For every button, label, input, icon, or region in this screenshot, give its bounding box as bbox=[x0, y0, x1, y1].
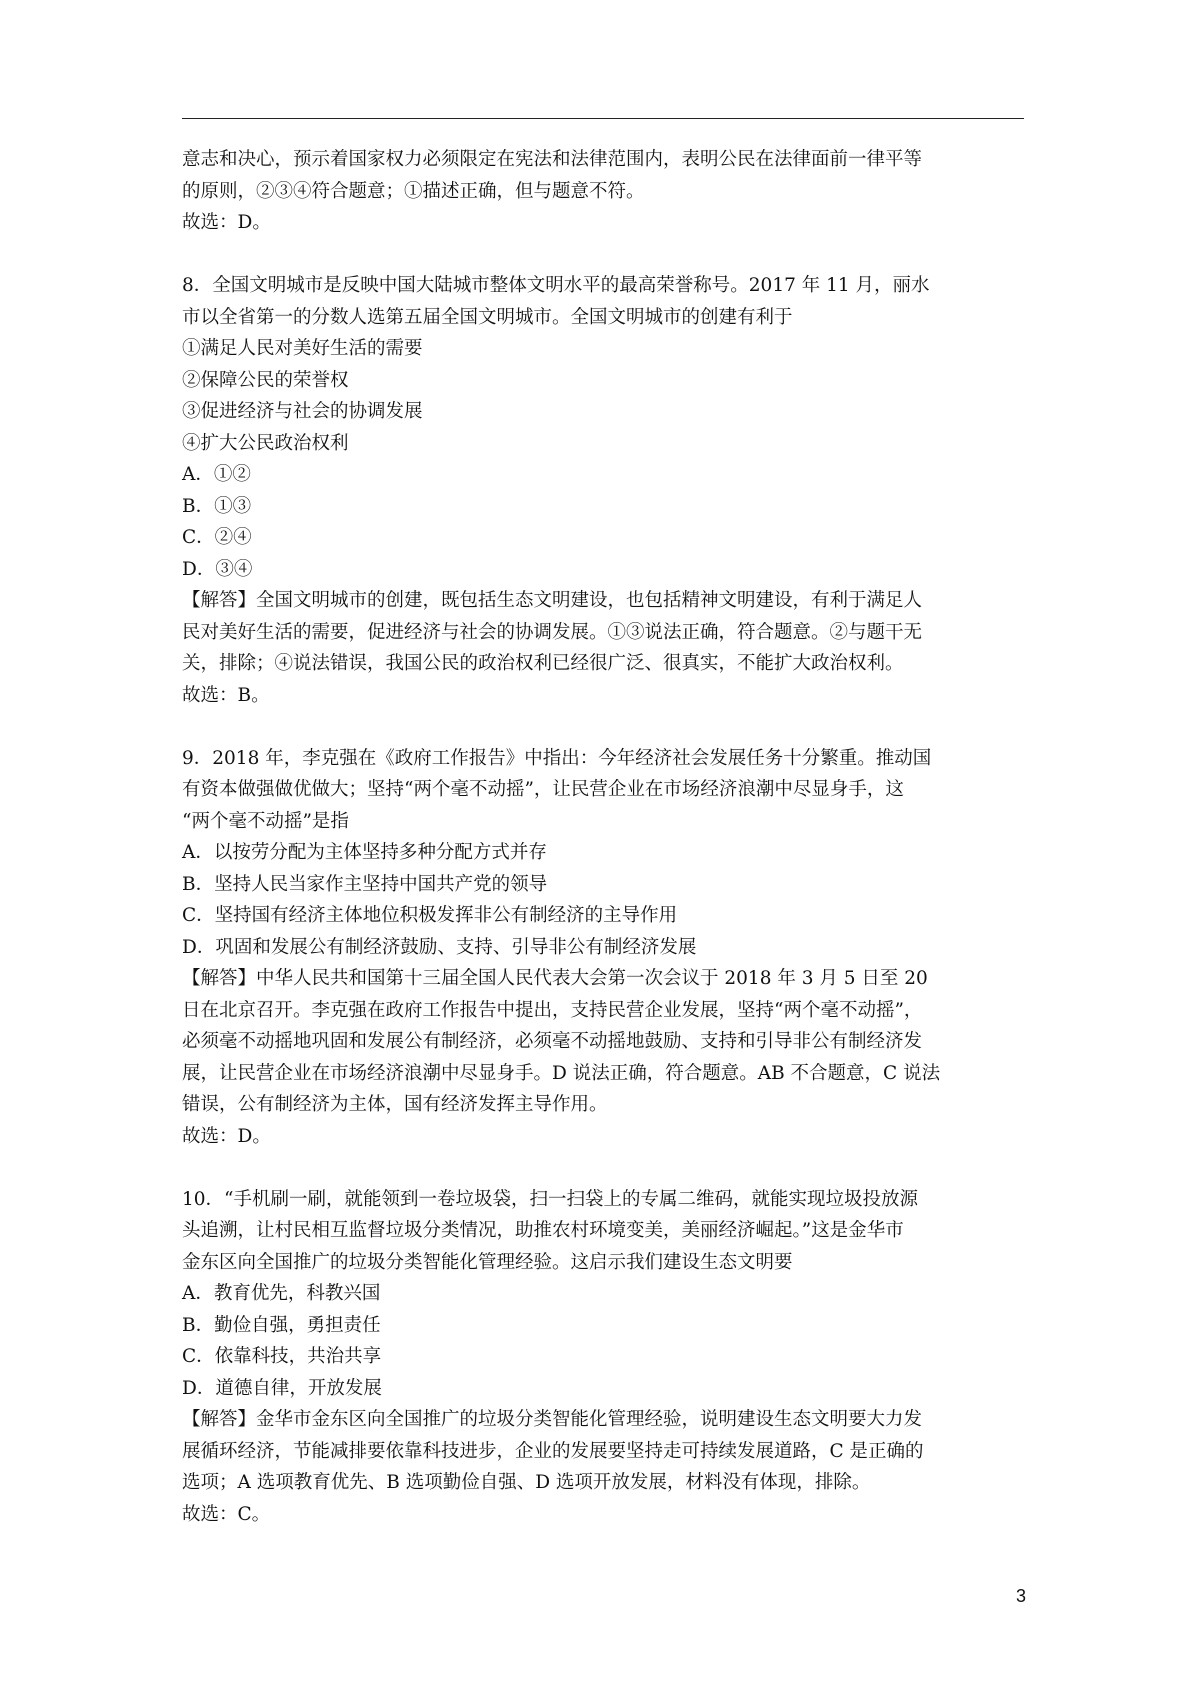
q9-answer: 故选：D。 bbox=[182, 1125, 271, 1147]
question-8 bbox=[182, 270, 1032, 711]
q8-stem-line: 8．全国文明城市是反映中国大陆城市整体文明水平的最高荣誉称号。2017 年 11 月，丽水 bbox=[182, 275, 930, 296]
q10-explanation-line: 选项；A 选项教育优先、B 选项勤俭自强、D 选项开放发展，材料没有体现，排除。 bbox=[182, 1472, 871, 1493]
q8-option-d: D．③④ bbox=[182, 558, 253, 580]
intro-line: 意志和决心，预示着国家权力必须限定在宪法和法律范围内，表明公民在法律面前一律平等 bbox=[182, 149, 923, 170]
q9-explanation-line: 必须毫不动摇地巩固和发展公有制经济，必须毫不动摇地鼓励、支持和引导非公有制经济发 bbox=[182, 1031, 923, 1052]
q9-option-d: D．巩固和发展公有制经济鼓励、支持、引导非公有制经济发展 bbox=[182, 936, 697, 958]
intro-answer: 故选：D。 bbox=[182, 212, 271, 233]
q8-statement: ①满足人民对美好生活的需要 bbox=[182, 338, 423, 359]
q10-explanation-line: 【解答】金华市金东区向全国推广的垃圾分类智能化管理经验，说明建设生态文明要大力发 bbox=[182, 1409, 923, 1430]
q8-stem-line: 市以全省第一的分数人选第五届全国文明城市。全国文明城市的创建有利于 bbox=[182, 306, 793, 328]
q10-explanation-line: 展循环经济，节能减排要依靠科技进步，企业的发展要坚持走可持续发展道路，C 是正确的 bbox=[182, 1440, 924, 1462]
q9-stem-line: 有资本做强做优做大；坚持“两个毫不动摇”，让民营企业在市场经济浪潮中尽显身手，这 bbox=[182, 779, 904, 800]
header-rule bbox=[182, 118, 1024, 119]
q9-stem-line: “两个毫不动摇”是指 bbox=[182, 810, 349, 832]
q8-option-c: C．②④ bbox=[182, 527, 252, 548]
page-number: 3 bbox=[1015, 1586, 1026, 1606]
q8-explanation-line: 【解答】全国文明城市的创建，既包括生态文明建设，也包括精神文明建设，有利于满足人 bbox=[182, 590, 923, 611]
intro-block bbox=[182, 144, 1032, 239]
q8-explanation-line: 民对美好生活的需要，促进经济与社会的协调发展。①③说法正确，符合题意。②与题干无 bbox=[182, 621, 923, 643]
question-10 bbox=[182, 1184, 1032, 1531]
q9-explanation-line: 错误，公有制经济为主体，国有经济发挥主导作用。 bbox=[182, 1094, 608, 1115]
q10-option-c: C．依靠科技，共治共享 bbox=[182, 1346, 382, 1367]
q10-stem-line: 金东区向全国推广的垃圾分类智能化管理经验。这启示我们建设生态文明要 bbox=[182, 1251, 793, 1273]
q9-option-c: C．坚持国有经济主体地位积极发挥非公有制经济的主导作用 bbox=[182, 905, 678, 926]
q8-option-b: B．①③ bbox=[182, 495, 252, 517]
question-9 bbox=[182, 743, 1032, 1153]
q9-explanation-line: 日在北京召开。李克强在政府工作报告中提出，支持民营企业发展，坚持“两个毫不动摇”， bbox=[182, 999, 923, 1021]
q9-stem-line: 9．2018 年，李克强在《政府工作报告》中指出：今年经济社会发展任务十分繁重。推动国 bbox=[182, 747, 932, 769]
q10-stem-line: 10．“手机刷一刷，就能领到一卷垃圾袋，扫一扫袋上的专属二维码，就能实现垃圾投放源 bbox=[182, 1188, 919, 1210]
q10-option-b: B．勤俭自强，勇担责任 bbox=[182, 1314, 381, 1336]
intro-line: 的原则，②③④符合题意；①描述正确，但与题意不符。 bbox=[182, 180, 645, 202]
q8-option-a: A．①② bbox=[182, 464, 251, 485]
q10-answer: 故选：C。 bbox=[182, 1503, 271, 1525]
page-content bbox=[182, 144, 1032, 1530]
q10-stem-line: 头追溯，让村民相互监督垃圾分类情况，助推农村环境变美，美丽经济崛起。”这是金华市 bbox=[182, 1220, 904, 1241]
q9-option-a: A．以按劳分配为主体坚持多种分配方式并存 bbox=[182, 842, 547, 863]
q8-answer: 故选：B。 bbox=[182, 684, 270, 706]
q8-statement: ④扩大公民政治权利 bbox=[182, 432, 349, 454]
q8-statement: ②保障公民的荣誉权 bbox=[182, 369, 349, 391]
q9-explanation-line: 【解答】中华人民共和国第十三届全国人民代表大会第一次会议于 2018 年 3 月 5 日至 20 bbox=[182, 968, 928, 989]
q9-explanation-line: 展，让民营企业在市场经济浪潮中尽显身手。D 说法正确，符合题意。AB 不合题意，C 说法 bbox=[182, 1062, 941, 1084]
q8-explanation-line: 关，排除；④说法错误，我国公民的政治权利已经很广泛、很真实，不能扩大政治权利。 bbox=[182, 653, 904, 674]
q10-option-d: D．道德自律，开放发展 bbox=[182, 1377, 382, 1399]
q9-option-b: B．坚持人民当家作主坚持中国共产党的领导 bbox=[182, 873, 548, 895]
q10-option-a: A．教育优先，科教兴国 bbox=[182, 1283, 381, 1304]
q8-statement: ③促进经济与社会的协调发展 bbox=[182, 401, 423, 422]
